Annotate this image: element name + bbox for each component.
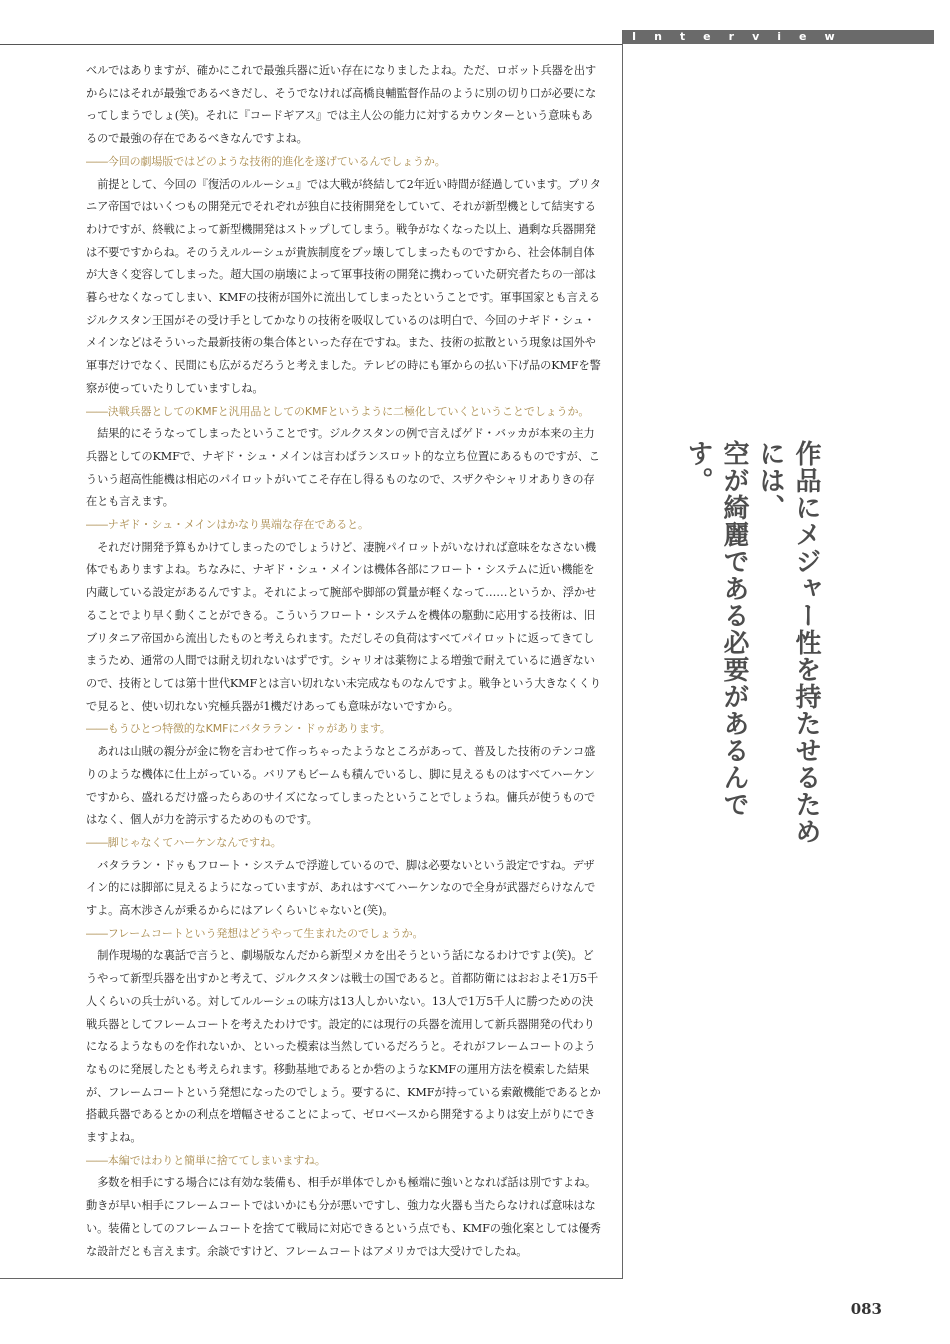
answer-paragraph: ベルではありますが、確かにこれで最強兵器に近い存在になりましたよね。ただ、ロボット兵器を出すからにはそれが最強であるべきだし、そうでなければ高橋良輔監督作品のように別の切り口が必要になってしまうでしょ(笑)。それに『コードギアス』では主人公の能力に対するカウンターという意味もあるので最強の存在であるべきなんですよね。 (86, 64, 597, 146)
pull-quote-line: 作品にメジャー性を持たせるためには、 (755, 440, 821, 845)
column-divider (622, 30, 623, 1278)
question-line: ――決戦兵器としてのKMFと汎用品としてのKMFというように二極化していくということでしょうか。 (86, 404, 590, 418)
question-line: ――フレームコートという発想はどうやって生まれたのでしょうか。 (86, 926, 424, 940)
answer-paragraph: 結果的にそうなってしまったということです。ジルクスタンの例で言えばゲド・バッカが本来の主力兵器としてのKMFで、ナギド・シュ・メインは言わばランスロット的な立ち位置にあるものですが、こういう超高性能機は相応のパイロットがいてこそ存在し得るものなので、スザクやシャリオありきの存在とも言えます。 (86, 427, 600, 509)
question-line: ――今回の劇場版ではどのような技術的進化を遂げているんでしょうか。 (86, 154, 446, 168)
answer-paragraph: 前提として、今回の『復活のルルーシュ』では大戦が終結して2年近い時間が経過しています。ブリタニア帝国ではいくつもの開発元でそれぞれが独自に技術開発をしていて、それが新型機として結実するわけですが、終戦によって新型機開発はストップしてしまう。戦争がなくなった以上、過剰な兵器開発は不要ですからね。そのうえルルーシュが貴族制度をブッ壊してしまったものですから、社会体制自体が大きく変容してしまった。超大国の崩壊によって軍事技術の開発に携わっていた研究者たちの一部は暮らせなくなってしまい、KMFの技術が国外に流出してしまったということです。軍事国家とも言えるジルクスタン王国がその受け手としてかなりの技術を吸収しているのは明白で、今回のナギド・シュ・メインなどはそういった最新技術の集合体といった存在ですね。また、技術の拡散という現象は国外や軍事だけでなく、民間にも広がるだろうと考えました。テレビの時にも軍からの払い下げ品のKMFを警察が使っていたりしていますしね。 (86, 177, 601, 395)
page-number: 083 (850, 1300, 882, 1318)
question-line: ――もうひとつ特徴的なKMFにバタララン・ドゥがあります。 (86, 722, 391, 736)
pull-quote (683, 440, 824, 860)
answer-paragraph: 制作現場的な裏話で言うと、劇場版なんだから新型メカを出そうという話になるわけですよ(笑)。どうやって新型兵器を出すかと考えて、ジルクスタンは戦士の国であると。首都防衛にはおおよそ1万5千人くらいの兵士がいる。対してルルーシュの味方は13人しかいない。13人で1万5千人に勝つための決戦兵器としてフレームコートを考えたわけです。設定的には現行の兵器を流用して新兵器開発の代わりになるようなものを作れないか、といった模索は当然しているだろうと。それがフレームコートのようなものに発展したとも考えられます。移動基地であるとか砦のようなKMFの運用方法を模索した結果が、フレームコートという発想になったのでしょう。要するに、KMFが持っている索敵機能であるとか搭載兵器であるとかの利点を増幅させることによって、ゼロベースから開発するよりは安上がりにできますよね。 (86, 949, 601, 1145)
section-header: Interview (622, 30, 934, 44)
question-line: ――脚じゃなくてハーケンなんですね。 (86, 835, 282, 849)
answer-paragraph: あれは山賊の親分が金に物を言わせて作っちゃったようなところがあって、普及した技術のテンコ盛りのような機体に仕上がっている。バリアもビームも積んでいるし、脚に見えるものはすべてハーケンですから、盛れるだけ盛ったらあのサイズになってしまったということでしょうね。傭兵が使うものではなく、個人が力を誇示するためのものです。 (86, 745, 596, 827)
bottom-rule (0, 1278, 623, 1279)
answer-paragraph: バタララン・ドゥもフロート・システムで浮遊しているので、脚は必要ないという設定ですね。デザイン的には脚部に見えるようになっていますが、あれはすべてハーケンなので全身が武器だらけなんですよ。高木渉さんが乗るからにはアレくらいじゃないと(笑)。 (86, 858, 596, 918)
answer-paragraph: 多数を相手にする場合には有効な装備も、相手が単体でしかも極端に強いとなれば話は別ですよね。動きが早い相手にフレームコートではいかにも分が悪いですし、強力な火器も当たらなければ意味はない。装備としてのフレームコートを捨てて戦局に対応できるという点でも、KMFの強化案としては優秀な設計だとも言えます。余談ですけど、フレームコートはアメリカでは大受けでしたね。 (86, 1176, 601, 1258)
top-rule (0, 44, 622, 45)
question-line: ――ナギド・シュ・メインはかなり異端な存在であると。 (86, 518, 369, 532)
answer-paragraph: それだけ開発予算もかけてしまったのでしょうけど、凄腕パイロットがいなければ意味をなさない機体でもありますよね。ちなみに、ナギド・シュ・メインは機体各部にフロート・システムに近い機能を内蔵している設定があるんですよ。それによって腕部や脚部の質量が軽くなって……というか、浮かせることでより早く動くことができる。こういうフロート・システムを機体の駆動に応用する技術は、旧ブリタニア帝国から流出したものと考えられます。ただしその負荷はすべてパイロットに返ってきてしまうため、通常の人間では耐え切れないはずです。シャリオは薬物による増強で耐えているに過ぎないので、技術としては第十世代KMFとは言い切れない未完成なものなんですよ。戦争という大きなくくりで見ると、使い切れない究極兵器が1機だけあっても意味がないですから。 (86, 540, 601, 713)
question-line: ――本編ではわりと簡単に捨ててしまいますね。 (86, 1153, 326, 1167)
interview-body (86, 60, 602, 1263)
pull-quote-line: 空が綺麗である必要があるんです。 (683, 440, 749, 818)
